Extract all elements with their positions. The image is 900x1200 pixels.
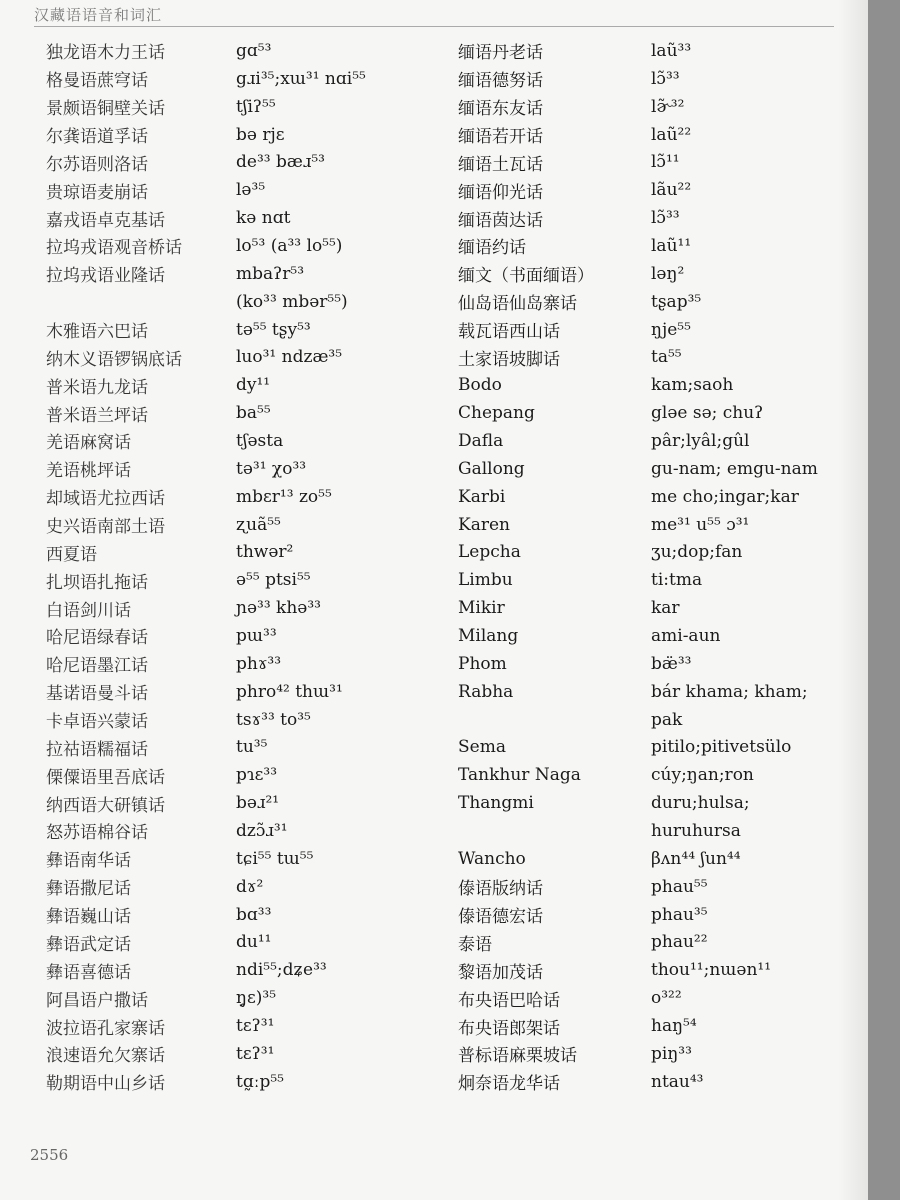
entry-row bbox=[458, 1012, 858, 1040]
entry-row bbox=[458, 371, 858, 399]
entry-row bbox=[458, 733, 858, 761]
language-name: 傈僳语里吾底话 bbox=[46, 767, 165, 788]
page-number: 2556 bbox=[30, 1146, 69, 1164]
language-name: Karen bbox=[458, 514, 510, 535]
word-form: ləŋ² bbox=[651, 263, 685, 284]
language-name: 缅语东友话 bbox=[458, 99, 543, 120]
language-name: 格曼语蔗穹话 bbox=[46, 71, 148, 92]
entry-row bbox=[46, 733, 441, 761]
language-name: Bodo bbox=[458, 375, 502, 396]
word-form: tsɤ³³ to³⁵ bbox=[236, 709, 311, 730]
language-name: 纳西语大研镇话 bbox=[46, 795, 165, 816]
entry-row bbox=[458, 399, 858, 427]
entry-row bbox=[458, 65, 858, 93]
language-name: 阿昌语户撒话 bbox=[46, 990, 148, 1011]
entry-row bbox=[46, 204, 441, 232]
language-name: 缅语若开话 bbox=[458, 127, 543, 147]
word-form: ŋ̥ɛ)³⁵ bbox=[236, 988, 277, 1009]
word-form: phau³⁵ bbox=[651, 904, 708, 925]
word-form: (ko³³ mbər⁵⁵) bbox=[236, 291, 348, 312]
word-form: tə³¹ χo³³ bbox=[236, 458, 307, 479]
language-name: 缅语土瓦话 bbox=[458, 154, 543, 175]
word-form: lɔ̃¹¹ bbox=[651, 152, 680, 173]
entry-row bbox=[458, 929, 858, 957]
word-form: tʃiʔ⁵⁵ bbox=[236, 96, 276, 117]
entry-row bbox=[458, 483, 858, 511]
word-form: bár khama; kham; bbox=[651, 681, 808, 702]
entry-row bbox=[46, 511, 441, 539]
language-name: 缅语仰光话 bbox=[458, 182, 543, 203]
word-form: kə nɑt bbox=[236, 208, 291, 229]
language-name: 卡卓语兴蒙话 bbox=[46, 712, 148, 733]
word-form: ɲə³³ khə³³ bbox=[236, 598, 321, 619]
language-name: 彝语巍山话 bbox=[46, 907, 131, 928]
language-name: 西夏语 bbox=[46, 544, 97, 565]
entry-row bbox=[458, 1068, 858, 1096]
language-name: 羌语桃坪话 bbox=[46, 461, 131, 482]
word-form: tə⁵⁵ tʂy⁵³ bbox=[236, 319, 311, 340]
language-name: Milang bbox=[458, 625, 519, 646]
word-form: kam;saoh bbox=[651, 375, 734, 396]
language-name: Wancho bbox=[458, 848, 526, 869]
language-name: Karbi bbox=[458, 486, 506, 507]
entry-row bbox=[46, 538, 441, 566]
word-form: piŋ³³ bbox=[651, 1043, 692, 1064]
entry-row bbox=[458, 956, 858, 984]
language-name: 泰语 bbox=[458, 934, 492, 955]
entry-row bbox=[458, 984, 858, 1012]
entry-row bbox=[458, 232, 858, 260]
word-form: ndi⁵⁵;dʑe³³ bbox=[236, 960, 327, 981]
language-name: 普标语麻栗坡话 bbox=[458, 1046, 577, 1067]
language-name: Lepcha bbox=[458, 542, 521, 563]
entry-row bbox=[46, 622, 441, 650]
language-name: 炯奈语龙华话 bbox=[458, 1074, 560, 1095]
language-name: 仙岛语仙岛寨话 bbox=[458, 294, 577, 315]
language-name: Mikir bbox=[458, 598, 505, 619]
entry-row bbox=[458, 343, 858, 371]
language-name: Tankhur Naga bbox=[458, 765, 581, 786]
entry-row bbox=[46, 93, 441, 121]
word-form: lɚ̃³² bbox=[651, 96, 685, 117]
word-form: thou¹¹;nɯən¹¹ bbox=[651, 960, 772, 981]
entry-row bbox=[46, 901, 441, 929]
language-name: 缅语丹老话 bbox=[458, 43, 543, 64]
word-form: me cho;ingar;kar bbox=[651, 486, 799, 507]
word-form: ə⁵⁵ ptsi⁵⁵ bbox=[236, 570, 311, 591]
word-form: kar bbox=[651, 598, 680, 619]
word-form: luo³¹ ndzæ³⁵ bbox=[236, 347, 343, 368]
word-form: mbaʔr⁵³ bbox=[236, 263, 305, 284]
language-name: 怒苏语棉谷话 bbox=[46, 823, 148, 844]
entry-row bbox=[46, 1012, 441, 1040]
word-form: cúy;ŋan;ron bbox=[651, 765, 754, 786]
entry-row bbox=[46, 984, 441, 1012]
language-name: 独龙语木力王话 bbox=[46, 43, 165, 64]
entry-row bbox=[458, 511, 858, 539]
language-name: Dafla bbox=[458, 430, 504, 451]
header-rule bbox=[34, 26, 834, 27]
language-name: 波拉语孔家寨话 bbox=[46, 1018, 165, 1039]
language-name: 缅语约话 bbox=[458, 238, 526, 259]
entry-row bbox=[458, 901, 858, 929]
word-form: bæ̈³³ bbox=[651, 653, 692, 674]
right-column bbox=[458, 37, 858, 1096]
language-name: 傣语德宏话 bbox=[458, 907, 543, 928]
word-form: tʃəsta bbox=[236, 430, 284, 451]
entry-row bbox=[46, 929, 441, 957]
word-form: dzɔ̃ɹ³¹ bbox=[236, 820, 288, 841]
entry-row bbox=[458, 176, 858, 204]
word-form: pak bbox=[651, 709, 683, 730]
language-name: 彝语南华话 bbox=[46, 851, 131, 872]
language-name: 缅语茵达话 bbox=[458, 210, 543, 231]
entry-row bbox=[46, 845, 441, 873]
running-head: 汉藏语语音和词汇 bbox=[34, 6, 163, 24]
entry-row bbox=[458, 148, 858, 176]
language-name: 布央语郎架话 bbox=[458, 1018, 560, 1039]
word-form: ʒu;dop;fan bbox=[651, 542, 743, 563]
language-name: 哈尼语墨江话 bbox=[46, 656, 148, 677]
word-form: bɑ³³ bbox=[236, 904, 272, 925]
word-form: lɔ̃³³ bbox=[651, 208, 680, 229]
word-form: ti:tma bbox=[651, 570, 703, 591]
word-form: huruhursa bbox=[651, 820, 741, 841]
word-form: ami-aun bbox=[651, 625, 721, 646]
word-form: tu³⁵ bbox=[236, 737, 268, 758]
word-form: du¹¹ bbox=[236, 932, 272, 953]
entry-row bbox=[46, 343, 441, 371]
entry-row bbox=[458, 316, 858, 344]
entry-row bbox=[458, 37, 858, 65]
entry-row bbox=[46, 650, 441, 678]
entry-row bbox=[46, 427, 441, 455]
entry-row bbox=[46, 232, 441, 260]
entry-row bbox=[46, 288, 441, 316]
word-form: phau²² bbox=[651, 932, 708, 953]
language-name: 纳木义语锣锅底话 bbox=[46, 349, 182, 370]
word-form: pɿɛ³³ bbox=[236, 765, 278, 786]
word-form: βʌn⁴⁴ ʃun⁴⁴ bbox=[651, 848, 741, 869]
word-form: lo⁵³ (a³³ lo⁵⁵) bbox=[236, 235, 343, 256]
word-form: pɯ³³ bbox=[236, 625, 277, 646]
word-form: ta⁵⁵ bbox=[651, 347, 682, 368]
entry-row bbox=[46, 678, 441, 706]
word-form: me³¹ u⁵⁵ ɔ³¹ bbox=[651, 514, 750, 535]
entry-row bbox=[46, 148, 441, 176]
entry-row bbox=[46, 483, 441, 511]
word-form: tɑ̰ːp⁵⁵ bbox=[236, 1071, 284, 1092]
language-name: 扎坝语扎拖话 bbox=[46, 572, 148, 593]
entry-row bbox=[46, 817, 441, 845]
language-name: 基诺语曼斗话 bbox=[46, 684, 148, 705]
entry-row bbox=[458, 288, 858, 316]
entry-row bbox=[458, 817, 858, 845]
word-form: gɹi³⁵;xɯ³¹ nɑi⁵⁵ bbox=[236, 68, 366, 89]
entry-row bbox=[458, 121, 858, 149]
word-form: ba⁵⁵ bbox=[236, 403, 271, 424]
word-form: gləe sə; chuʔ bbox=[651, 403, 764, 424]
language-name: 勒期语中山乡话 bbox=[46, 1074, 165, 1095]
entry-row bbox=[46, 316, 441, 344]
entry-row bbox=[46, 873, 441, 901]
entry-row bbox=[458, 678, 858, 706]
entry-row bbox=[46, 594, 441, 622]
word-form: lə³⁵ bbox=[236, 180, 266, 201]
language-name: 史兴语南部土语 bbox=[46, 517, 165, 538]
language-name: 尔苏语则洛话 bbox=[46, 154, 148, 175]
entry-row bbox=[46, 37, 441, 65]
word-form: tʂap³⁵ bbox=[651, 291, 702, 312]
entry-row bbox=[458, 650, 858, 678]
language-name: 缅语德努话 bbox=[458, 71, 543, 92]
language-name: 羌语麻窝话 bbox=[46, 433, 131, 454]
word-form: bə rjɛ bbox=[236, 124, 285, 145]
entry-row bbox=[458, 93, 858, 121]
entry-row bbox=[458, 622, 858, 650]
language-name: 缅文（书面缅语） bbox=[458, 266, 594, 287]
word-form: dɤ² bbox=[236, 876, 264, 897]
language-name: 尔龚语道孚话 bbox=[46, 127, 148, 147]
language-name: 彝语撒尼话 bbox=[46, 879, 131, 900]
language-name: Limbu bbox=[458, 570, 513, 591]
word-form: ŋje⁵⁵ bbox=[651, 319, 691, 340]
language-name: 彝语武定话 bbox=[46, 934, 131, 955]
word-form: dy¹¹ bbox=[236, 375, 271, 396]
language-name: 哈尼语绿春话 bbox=[46, 628, 148, 649]
left-column bbox=[46, 37, 441, 1096]
language-name: 傣语版纳话 bbox=[458, 879, 543, 900]
word-form: phau⁵⁵ bbox=[651, 876, 708, 897]
entry-row bbox=[458, 427, 858, 455]
word-form: phɤ³³ bbox=[236, 653, 282, 674]
entry-row bbox=[46, 260, 441, 288]
entry-row bbox=[46, 956, 441, 984]
word-form: bəɹ²¹ bbox=[236, 793, 280, 814]
entry-row bbox=[458, 260, 858, 288]
entry-row bbox=[46, 1040, 441, 1068]
entry-row bbox=[458, 789, 858, 817]
word-form: pitilo;pitivetsülo bbox=[651, 737, 792, 758]
word-form: ʐuã⁵⁵ bbox=[236, 514, 281, 535]
word-form: pâr;lyâl;gûl bbox=[651, 430, 750, 451]
language-name: 贵琼语麦崩话 bbox=[46, 182, 148, 203]
language-name: 拉祜语糯福话 bbox=[46, 739, 148, 760]
language-name: 嘉戎语卓克基话 bbox=[46, 210, 165, 231]
entry-row bbox=[46, 371, 441, 399]
entry-row bbox=[46, 65, 441, 93]
word-form: laũ²² bbox=[651, 124, 692, 145]
word-form: duru;hulsa; bbox=[651, 793, 750, 814]
entry-row bbox=[458, 204, 858, 232]
entry-row bbox=[46, 566, 441, 594]
entry-row bbox=[46, 761, 441, 789]
entry-row bbox=[46, 176, 441, 204]
word-form: tɕi⁵⁵ tɯ⁵⁵ bbox=[236, 848, 314, 869]
entry-row bbox=[46, 455, 441, 483]
entry-row bbox=[458, 706, 858, 734]
language-name: 拉坞戎语业隆话 bbox=[46, 266, 165, 287]
word-form: thwər² bbox=[236, 542, 294, 563]
language-name: 木雅语六巴话 bbox=[46, 322, 148, 343]
entry-row bbox=[458, 845, 858, 873]
entry-row bbox=[458, 1040, 858, 1068]
language-name: 彝语喜德话 bbox=[46, 962, 131, 983]
word-form: tɛʔ³¹ bbox=[236, 1043, 275, 1064]
word-form: gu-nam; emgu-nam bbox=[651, 458, 818, 479]
entry-row bbox=[46, 399, 441, 427]
word-form: lãu²² bbox=[651, 180, 692, 201]
language-name: Rabha bbox=[458, 681, 514, 702]
word-form: phro⁴² thɯ³¹ bbox=[236, 681, 343, 702]
word-form: haŋ⁵⁴ bbox=[651, 1016, 697, 1036]
word-form: ntau⁴³ bbox=[651, 1071, 704, 1092]
word-form: gɑ⁵³ bbox=[236, 40, 272, 61]
word-form: de³³ bæɹ⁵³ bbox=[236, 152, 325, 173]
entry-row bbox=[46, 706, 441, 734]
entry-row bbox=[458, 455, 858, 483]
entry-row bbox=[458, 594, 858, 622]
language-name: 黎语加茂话 bbox=[458, 962, 543, 983]
language-name: 拉坞戎语观音桥话 bbox=[46, 238, 182, 259]
language-name: 白语剑川话 bbox=[46, 600, 131, 621]
language-name: 却域语尤拉西话 bbox=[46, 489, 165, 510]
language-name: Sema bbox=[458, 737, 506, 758]
entry-row bbox=[46, 1068, 441, 1096]
word-form: laũ¹¹ bbox=[651, 235, 692, 256]
language-name: 浪速语允欠寨话 bbox=[46, 1046, 165, 1067]
entry-row bbox=[458, 538, 858, 566]
language-name: Phom bbox=[458, 653, 507, 674]
word-form: tɛʔ³¹ bbox=[236, 1016, 275, 1036]
language-name: Chepang bbox=[458, 403, 535, 424]
word-form: o³²² bbox=[651, 988, 682, 1009]
entry-row bbox=[458, 873, 858, 901]
language-name: Thangmi bbox=[458, 793, 534, 814]
entry-row bbox=[458, 761, 858, 789]
language-name: 普米语九龙话 bbox=[46, 377, 148, 398]
language-name: Gallong bbox=[458, 458, 525, 479]
language-name: 景颇语铜壁关话 bbox=[46, 99, 165, 120]
word-form: laũ³³ bbox=[651, 40, 692, 61]
entry-row bbox=[46, 789, 441, 817]
language-name: 布央语巴哈话 bbox=[458, 990, 560, 1011]
word-form: lɔ̃³³ bbox=[651, 68, 680, 89]
language-name: 土家语坡脚话 bbox=[458, 349, 560, 370]
language-name: 普米语兰坪话 bbox=[46, 405, 148, 426]
entry-row bbox=[458, 566, 858, 594]
entry-row bbox=[46, 121, 441, 149]
language-name: 载瓦语西山话 bbox=[458, 322, 560, 343]
word-form: mbɛr¹³ zo⁵⁵ bbox=[236, 486, 332, 507]
